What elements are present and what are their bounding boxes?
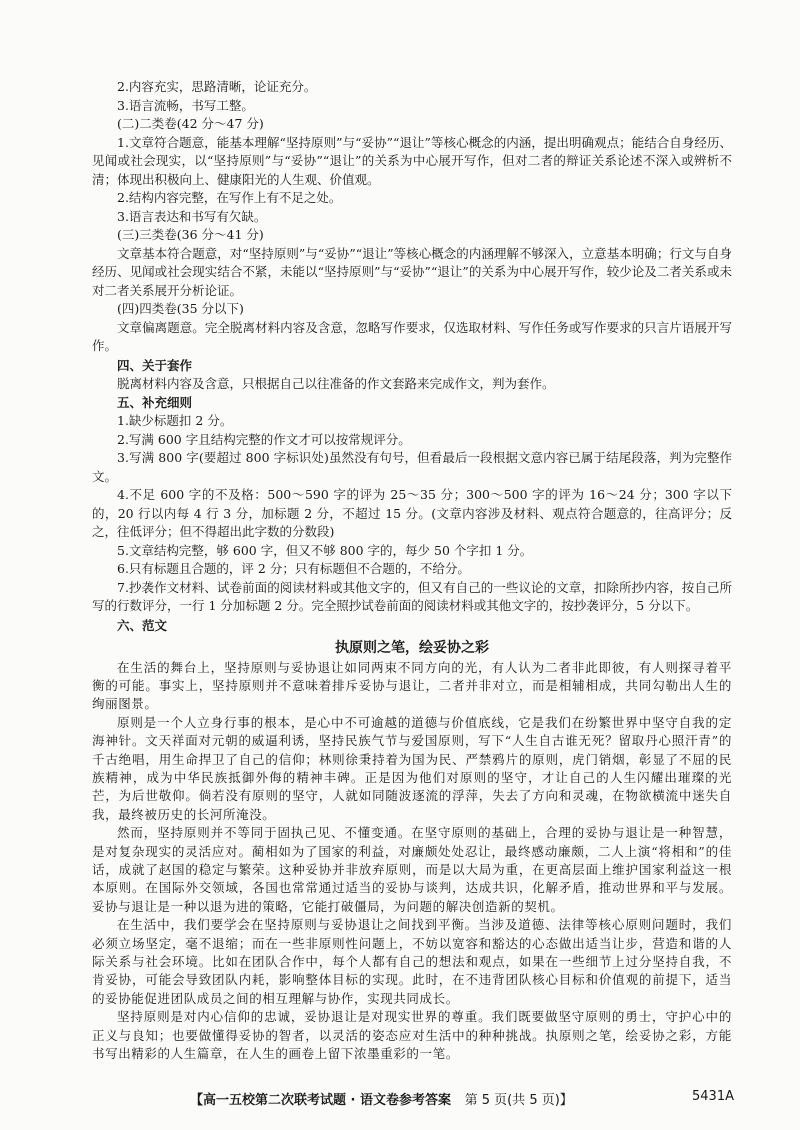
essay-paragraph: 在生活中，我们要学会在坚持原则与妥协退让之间找到平衡。当涉及道德、法律等核心原则问题时，我们必须立场坚定，毫不退缩；而在一些非原则性问题上，不妨以宽容和豁达的心态做出适当让步，营造和谐的人际关系与社会环境。比如在团队合作中，每个人都有自己的想法和观点，如果在一些细节上过分坚持自我，不肯妥协，可能会导致团队内耗，影响整体目标的实现。此时，在不违背团队核心目标和价值观的前提下，适当的妥协能促进团队成员之间的相互理解与协作，实现共同成长。	[92, 917, 732, 1006]
rule-item: 3.写满 800 字(要超过 800 字标识处)虽然没有句号，但看最后一段根据文意内容已属于结尾段落，判为完整作文。	[92, 450, 732, 484]
footer-exam-name: 【高一五校第二次联考试题 · 语文卷参考答案	[190, 1093, 451, 1108]
rule-item: 1.缺少标题扣 2 分。	[117, 413, 233, 428]
level1-item-2: 2.内容充实，思路清晰，论证充分。	[117, 79, 317, 94]
rule-item: 2.写满 600 字且结构完整的作文才可以按常规评分。	[117, 431, 411, 447]
level3-header: (三)三类卷(36 分～41 分)	[117, 227, 264, 242]
page-content	[92, 78, 732, 1063]
footer-code: 5431A	[692, 1089, 734, 1104]
level2-item-2: 2.结构内容完整，在写作上有不足之处。	[117, 190, 342, 205]
essay-paragraph: 在生活的舞台上，坚持原则与妥协退让如同两束不同方向的光，有人认为二者非此即彼，有人则探寻着平衡的可能。事实上，坚持原则并不意味着排斥妥协与退让，二者并非对立，而是相辅相成，共同勾勒出人生的绚丽图景。	[92, 659, 732, 712]
footer-title	[190, 1089, 573, 1108]
essay-paragraph: 然而，坚持原则并不等同于固执己见、不懂变通。在坚守原则的基础上，合理的妥协与退让是一种智慧，是对复杂现实的灵活应对。蔺相如为了国家的利益，对廉颇处处忍让，最终感动廉颇，二人上演“将相和”的佳话，成就了赵国的稳定与繁荣。这种妥协并非放弃原则，而是以大局为重，在更高层面上维护国家利益这一根本原则。在国际外交领域，各国也常常通过适当的妥协与谈判，达成共识，化解矛盾，推动世界和平与发展。妥协与退让是一种以退为进的策略，它能打破僵局，为问题的解决创造新的契机。	[92, 825, 732, 914]
level1-item-3: 3.语言流畅，书写工整。	[117, 97, 254, 113]
rule-item: 4.不足 600 字的不及格：500～590 字的评为 25～35 分；300～500 字的评为 16～24 分；300 字以下的，20 行以内每 4 行 3 分，加标题 2 分，不超过 15 分。(文章内容涉及材料、观点符合题意的，往高评分；反之，往低评分；但不得超出此字数的分数段)	[92, 487, 732, 539]
level2-header: (二)二类卷(42 分～47 分)	[117, 116, 264, 131]
essay-paragraph: 原则是一个人立身行事的根本，是心中不可逾越的道德与价值底线，它是我们在纷繁世界中坚守自我的定海神针。文天祥面对元朝的威逼利诱，坚持民族气节与爱国原则，写下“人生自古谁无死？留取丹心照汗青”的千古绝唱，用生命捍卫了自己的信仰；林则徐秉持着为国为民、严禁鸦片的原则，虎门销烟，彰显了不屈的民族精神，成为中华民族抵御外侮的精神丰碑。正是因为他们对原则的坚守，才让自己的人生闪耀出璀璨的光芒，为后世敬仰。倘若没有原则的坚守，人就如同随波逐流的浮萍，失去了方向和灵魂，在物欲横流中迷失自我，最终被历史的长河所淹没。	[92, 714, 732, 822]
footer-page-number: 第 5 页(共 5 页)】	[464, 1093, 573, 1108]
section-tao-paragraph: 脱离材料内容及含意，只根据自己以往准备的作文套路来完成作文，判为套作。	[117, 375, 555, 391]
essay-title: 执原则之笔，绘妥协之彩	[335, 639, 489, 656]
level4-header: (四)四类卷(35 分以下)	[117, 301, 244, 316]
level2-item-1: 1.文章符合题意，能基本理解“坚持原则”与“妥协”“退让”等核心概念的内涵，提出明确观点；能结合自身经历、见闻或社会现实，以“坚持原则”与“妥协”“退让”的关系为中心展开写作，但对二者的辩证关系论述不深入或辨析不清；体现出积极向上、健康阳光的人生观、价值观。	[92, 134, 732, 187]
level3-paragraph: 文章基本符合题意，对“坚持原则”与“妥协”“退让”等核心概念的内涵理解不够深入，立意基本明确；行文与自身经历、见闻或社会现实结合不紧，未能以“坚持原则”与“妥协”“退让”的关系为中心展开写作，较少论及二者关系或未对二者关系展开分析论证。	[92, 245, 732, 298]
section-rules-heading: 五、补充细则	[117, 395, 193, 410]
rule-item: 7.抄袭作文材料、试卷前面的阅读材料或其他文字的，但又有自己的一些议论的文章，扣除所抄内容，按自己所写的行数评分，一行 1 分加标题 2 分。完全照抄试卷前面的阅读材料或其他文字的，按抄袭评分，5 分以下。	[92, 579, 732, 613]
rule-item: 6.只有标题且合题的，评 2 分；只有标题但不合题的，不给分。	[117, 561, 470, 576]
level2-item-3: 3.语言表达和书写有欠缺。	[117, 208, 267, 224]
level4-paragraph: 文章偏离题意。完全脱离材料内容及含意，忽略写作要求，仅选取材料、写作任务或写作要求的只言片语展开写作。	[92, 319, 732, 353]
rule-item: 5.文章结构完整，够 600 字，但又不够 800 字的，每少 50 个字扣 1 分。	[117, 542, 533, 558]
section-essay-heading: 六、范文	[117, 617, 168, 633]
essay-paragraph: 坚持原则是对内心信仰的忠诚，妥协退让是对现实世界的尊重。我们既要做坚守原则的勇士，守护心中的正义与良知；也要做懂得妥协的智者，以灵活的姿态应对生活中的种种挑战。执原则之笔，绘妥协之彩，方能书写出精彩的人生篇章，在人生的画卷上留下浓墨重彩的一笔。	[92, 1009, 732, 1062]
section-tao-heading: 四、关于套作	[117, 357, 193, 373]
